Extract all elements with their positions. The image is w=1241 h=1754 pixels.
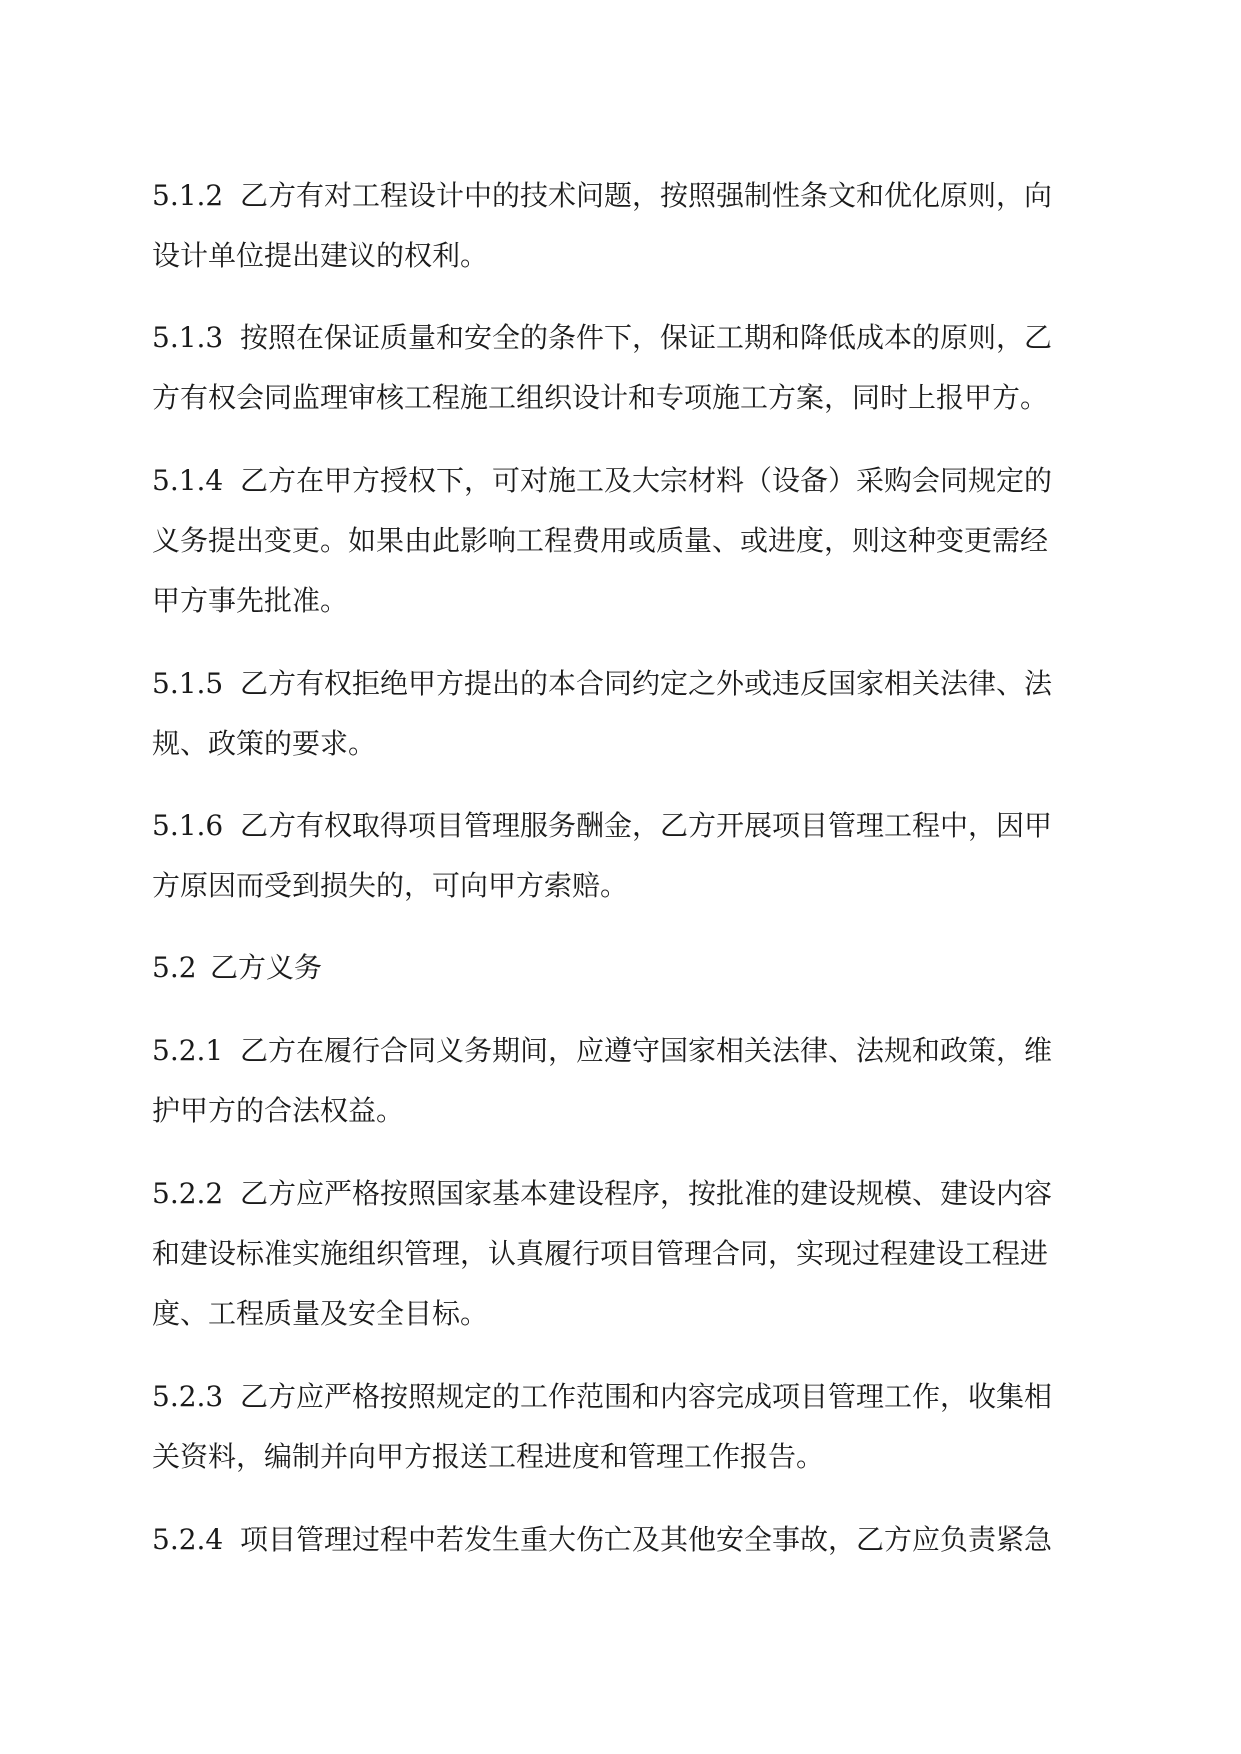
clause-text: 关资料，编制并向甲方报送工程进度和管理工作报告。 xyxy=(152,1440,825,1473)
clause-text: 方有权会同监理审核工程施工组织设计和专项施工方案，同时上报甲方。 xyxy=(152,381,1049,414)
clause-text: 乙方在甲方授权下，可对施工及大宗材料（设备）采购会同规定的 xyxy=(240,464,1053,497)
paragraph-5-2-2-line-2 xyxy=(152,1236,1092,1272)
clause-text: 乙方有对工程设计中的技术问题，按照强制性条文和优化原则，向 xyxy=(240,179,1053,212)
paragraph-5-1-4-line-1 xyxy=(152,463,1092,499)
clause-text: 按照在保证质量和安全的条件下，保证工期和降低成本的原则，乙 xyxy=(240,321,1053,354)
paragraph-5-2-3-line-2 xyxy=(152,1439,1092,1475)
paragraph-5-1-2-line-2 xyxy=(152,238,1092,274)
clause-number: 5.2.4 xyxy=(152,1523,224,1556)
clause-number: 5.2.2 xyxy=(152,1177,224,1210)
paragraph-5-1-4-line-2 xyxy=(152,523,1092,559)
section-title: 乙方义务 xyxy=(210,951,323,984)
clause-text: 甲方事先批准。 xyxy=(152,584,349,617)
clause-number: 5.1.5 xyxy=(152,667,224,700)
section-heading-5-2 xyxy=(152,950,1092,986)
clause-number: 5.2.3 xyxy=(152,1380,224,1413)
clause-text: 护甲方的合法权益。 xyxy=(152,1094,405,1127)
paragraph-5-2-2-line-3 xyxy=(152,1296,1092,1332)
clause-number: 5.1.6 xyxy=(152,809,224,842)
paragraph-5-2-1-line-2 xyxy=(152,1093,1092,1129)
paragraph-5-1-3-line-1 xyxy=(152,320,1092,356)
paragraph-5-1-6-line-2 xyxy=(152,868,1092,904)
clause-number: 5.1.4 xyxy=(152,464,224,497)
paragraph-5-2-2-line-1 xyxy=(152,1176,1092,1212)
paragraph-5-1-4-line-3 xyxy=(152,583,1092,619)
clause-text: 义务提出变更。如果由此影响工程费用或质量、或进度，则这种变更需经 xyxy=(152,524,1049,557)
clause-text: 项目管理过程中若发生重大伤亡及其他安全事故，乙方应负责紧急 xyxy=(240,1523,1053,1556)
clause-number: 5.1.3 xyxy=(152,321,224,354)
paragraph-5-1-5-line-1 xyxy=(152,666,1092,702)
paragraph-5-1-2-line-1 xyxy=(152,178,1092,214)
clause-text: 和建设标准实施组织管理，认真履行项目管理合同，实现过程建设工程进 xyxy=(152,1237,1049,1270)
clause-number: 5.1.2 xyxy=(152,179,224,212)
clause-number: 5.2.1 xyxy=(152,1034,224,1067)
clause-text: 方原因而受到损失的，可向甲方索赔。 xyxy=(152,869,629,902)
paragraph-5-1-6-line-1 xyxy=(152,808,1092,844)
paragraph-5-2-3-line-1 xyxy=(152,1379,1092,1415)
paragraph-5-1-3-line-2 xyxy=(152,380,1092,416)
clause-text: 度、工程质量及安全目标。 xyxy=(152,1297,489,1330)
clause-text: 乙方有权取得项目管理服务酬金，乙方开展项目管理工程中，因甲 xyxy=(240,809,1053,842)
clause-text: 乙方应严格按照规定的工作范围和内容完成项目管理工作，收集相 xyxy=(240,1380,1053,1413)
clause-text: 规、政策的要求。 xyxy=(152,727,377,760)
clause-text: 乙方在履行合同义务期间，应遵守国家相关法律、法规和政策，维 xyxy=(240,1034,1053,1067)
paragraph-5-2-4-line-1 xyxy=(152,1522,1092,1558)
clause-text: 乙方应严格按照国家基本建设程序，按批准的建设规模、建设内容 xyxy=(240,1177,1053,1210)
section-number: 5.2 xyxy=(152,951,197,984)
clause-text: 乙方有权拒绝甲方提出的本合同约定之外或违反国家相关法律、法 xyxy=(240,667,1053,700)
paragraph-5-2-1-line-1 xyxy=(152,1033,1092,1069)
clause-text: 设计单位提出建议的权利。 xyxy=(152,239,489,272)
paragraph-5-1-5-line-2 xyxy=(152,726,1092,762)
